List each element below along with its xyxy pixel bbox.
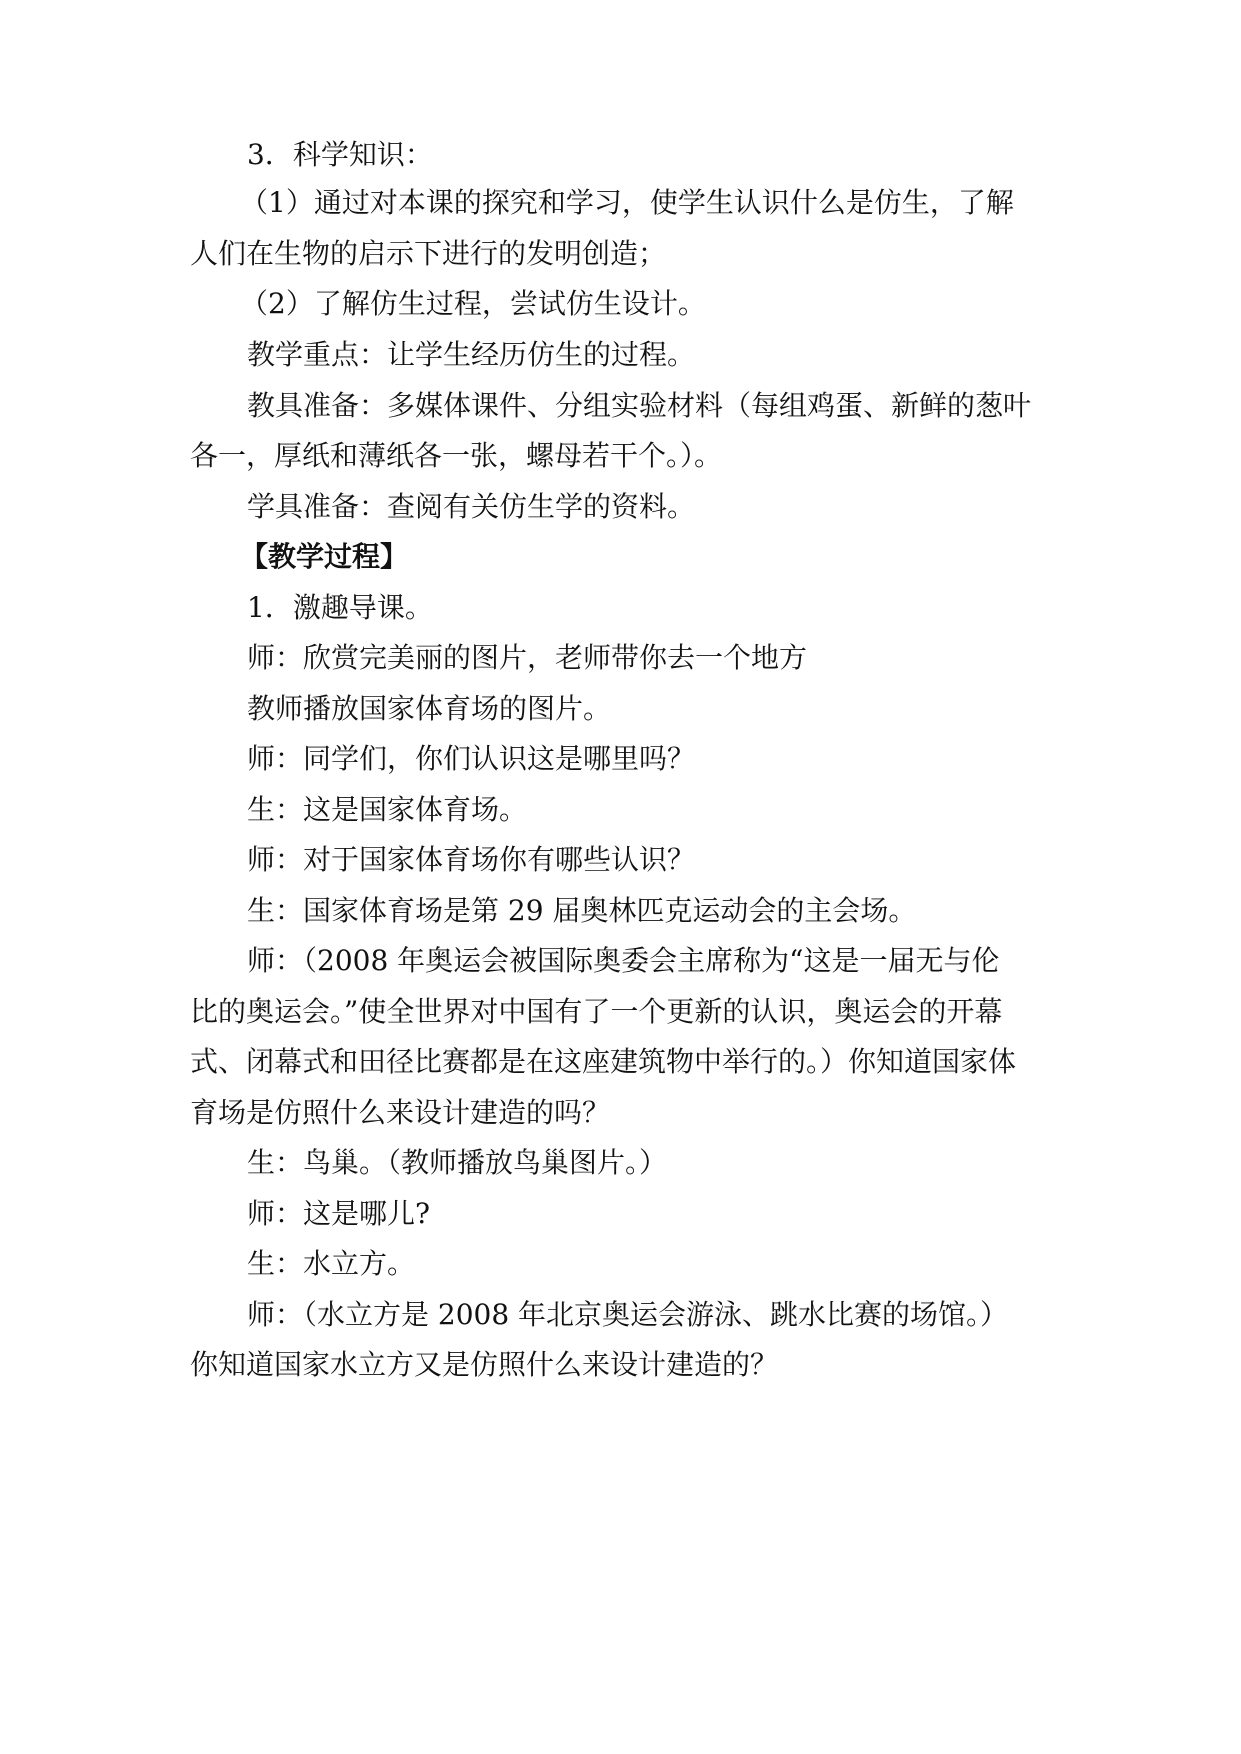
section-heading-teaching-process: 【教学过程】 [240, 540, 409, 573]
step-heading: 1．激趣导课。 [247, 591, 433, 624]
dialogue-line: 师：对于国家体育场你有哪些认识？ [247, 843, 696, 876]
teaching-focus: 教学重点：让学生经历仿生的过程。 [247, 338, 696, 371]
dialogue-line: 生：鸟巢。（教师播放鸟巢图片。） [247, 1146, 668, 1179]
dialogue-line: 生：国家体育场是第 29 届奥林匹克运动会的主会场。 [247, 894, 917, 927]
dialogue-line: 师：欣赏完美丽的图片，老师带你去一个地方 [247, 641, 808, 674]
paragraph-line: 各一，厚纸和薄纸各一张，螺母若干个。）。 [190, 439, 723, 472]
section-heading-science-knowledge: 3．科学知识： [247, 138, 433, 171]
paragraph-line: 比的奥运会。”使全世界对中国有了一个更新的认识，奥运会的开幕 [190, 995, 1003, 1028]
dialogue-line: 师：（水立方是 2008 年北京奥运会游泳、跳水比赛的场馆。） [247, 1298, 1009, 1331]
paragraph-line: 式、闭幕式和田径比赛都是在这座建筑物中举行的。）你知道国家体 [190, 1045, 1017, 1078]
dialogue-line: 师：同学们，你们认识这是哪里吗？ [247, 742, 696, 775]
dialogue-line: 生：这是国家体育场。 [247, 793, 528, 826]
dialogue-line: 教师播放国家体育场的图片。 [247, 692, 612, 725]
paragraph-line: 人们在生物的启示下进行的发明创造； [190, 237, 667, 270]
paragraph-line: （1）通过对本课的探究和学习，使学生认识什么是仿生，了解 [240, 186, 1014, 219]
paragraph-line: （2）了解仿生过程，尝试仿生设计。 [240, 287, 706, 320]
paragraph-line: 育场是仿照什么来设计建造的吗？ [190, 1096, 611, 1129]
teaching-materials: 教具准备：多媒体课件、分组实验材料（每组鸡蛋、新鲜的葱叶 [247, 389, 1032, 422]
dialogue-line: 师：这是哪儿? [247, 1197, 431, 1230]
dialogue-line: 师：（2008 年奥运会被国际奥委会主席称为“这是一届无与伦 [247, 944, 1000, 977]
dialogue-line: 生：水立方。 [247, 1247, 416, 1280]
paragraph-line: 你知道国家水立方又是仿照什么来设计建造的？ [190, 1348, 779, 1381]
student-materials: 学具准备：查阅有关仿生学的资料。 [247, 490, 696, 523]
